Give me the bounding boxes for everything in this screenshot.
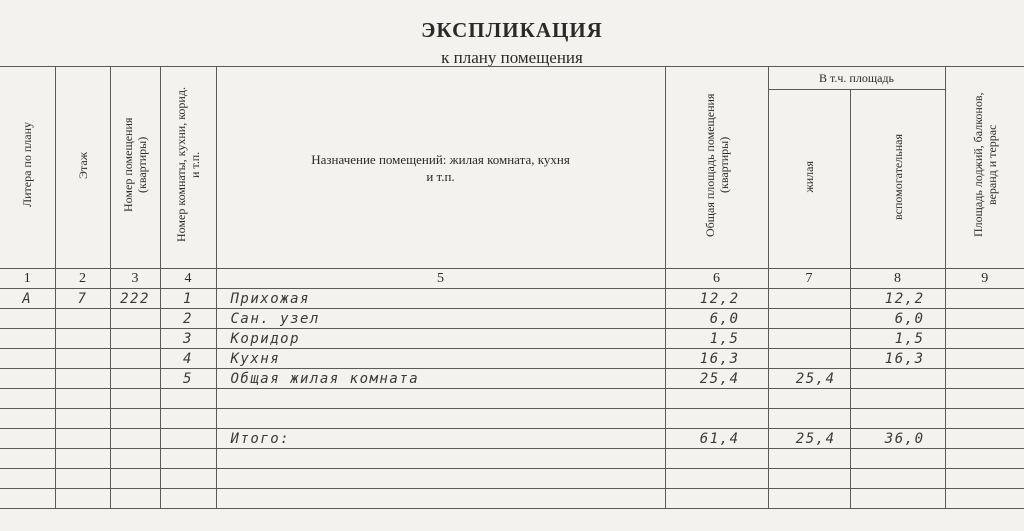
column-number: 1	[0, 269, 55, 289]
cell-living-area	[768, 349, 850, 369]
column-number: 8	[850, 269, 945, 289]
cell-litera	[0, 329, 55, 349]
cell-kv	[110, 369, 160, 389]
cell-room-number: 3	[160, 329, 216, 349]
table-row	[0, 329, 1024, 349]
total-row	[0, 429, 1024, 449]
cell-litera	[0, 349, 55, 369]
column-number: 4	[160, 269, 216, 289]
cell-room-number: 4	[160, 349, 216, 369]
cell-total-area: 25,4	[665, 369, 768, 389]
cell-living-area: 25,4	[768, 369, 850, 389]
column-number: 9	[945, 269, 1024, 289]
header-v-tch-ploshchad: В т.ч. площадь	[768, 67, 945, 90]
cell-room-number: 1	[160, 289, 216, 309]
document-title: ЭКСПЛИКАЦИЯ	[421, 18, 603, 42]
cell-aux-area: 6,0	[850, 309, 945, 329]
header-lodzhii: Площадь лоджий, балконов, веранд и террас	[945, 67, 1024, 269]
column-number: 6	[665, 269, 768, 289]
cell-total-area: 6,0	[665, 309, 768, 329]
header-obshchaya-ploshchad: Общая площадь помещения (квартиры)	[665, 67, 768, 269]
column-number: 7	[768, 269, 850, 289]
cell-litera: А	[0, 289, 55, 309]
document-subtitle: к плану помещения	[441, 48, 583, 67]
cell-living-area	[768, 309, 850, 329]
cell-room-number: 2	[160, 309, 216, 329]
cell-etazh	[55, 369, 110, 389]
cell-room-number: 5	[160, 369, 216, 389]
cell-etazh	[55, 329, 110, 349]
header-naznachenie: Назначение помещений: жилая комната, кухня и т.п.	[216, 67, 665, 269]
cell-room-name: Коридор	[216, 329, 665, 349]
table-row-empty	[0, 389, 1024, 409]
cell-kv	[110, 329, 160, 349]
aux-area-sum: 36,0	[850, 429, 945, 449]
living-area-sum: 25,4	[768, 429, 850, 449]
table-row-empty	[0, 489, 1024, 509]
cell-living-area	[768, 289, 850, 309]
cell-aux-area: 16,3	[850, 349, 945, 369]
cell-kv	[110, 309, 160, 329]
header-etazh: Этаж	[55, 67, 110, 269]
column-number: 3	[110, 269, 160, 289]
cell-aux-area: 1,5	[850, 329, 945, 349]
cell-etazh	[55, 309, 110, 329]
cell-room-name: Прихожая	[216, 289, 665, 309]
explication-table	[0, 66, 1024, 509]
total-label: Итого:	[216, 429, 665, 449]
cell-total-area: 12,2	[665, 289, 768, 309]
cell-lodzhii	[945, 349, 1024, 369]
table-row-empty	[0, 409, 1024, 429]
total-area-sum: 61,4	[665, 429, 768, 449]
cell-etazh	[55, 349, 110, 369]
table-row	[0, 289, 1024, 309]
cell-room-name: Общая жилая комната	[216, 369, 665, 389]
cell-litera	[0, 309, 55, 329]
cell-room-name: Кухня	[216, 349, 665, 369]
cell-kv: 222	[110, 289, 160, 309]
cell-living-area	[768, 329, 850, 349]
table-row	[0, 349, 1024, 369]
table-row-empty	[0, 449, 1024, 469]
header-vspomogatelnaya: вспомогательная	[850, 90, 945, 269]
column-number: 5	[216, 269, 665, 289]
cell-aux-area: 12,2	[850, 289, 945, 309]
header-zhilaya: жилая	[768, 90, 850, 269]
table-row	[0, 369, 1024, 389]
header-litera: Литера по плану	[0, 67, 55, 269]
cell-lodzhii	[945, 369, 1024, 389]
table-row	[0, 309, 1024, 329]
cell-kv	[110, 349, 160, 369]
cell-litera	[0, 369, 55, 389]
cell-lodzhii	[945, 289, 1024, 309]
cell-total-area: 16,3	[665, 349, 768, 369]
header-nomer-komnaty: Номер комнаты, кухни, корид. и т.п.	[160, 67, 216, 269]
header-nomer-pomeshcheniya: Номер помещения (квартиры)	[110, 67, 160, 269]
column-number-row	[0, 269, 1024, 289]
cell-etazh: 7	[55, 289, 110, 309]
table-row-empty	[0, 469, 1024, 489]
cell-total-area: 1,5	[665, 329, 768, 349]
column-number: 2	[55, 269, 110, 289]
header-row-top	[0, 67, 1024, 90]
cell-aux-area	[850, 369, 945, 389]
cell-lodzhii	[945, 309, 1024, 329]
cell-room-name: Сан. узел	[216, 309, 665, 329]
cell-lodzhii	[945, 329, 1024, 349]
